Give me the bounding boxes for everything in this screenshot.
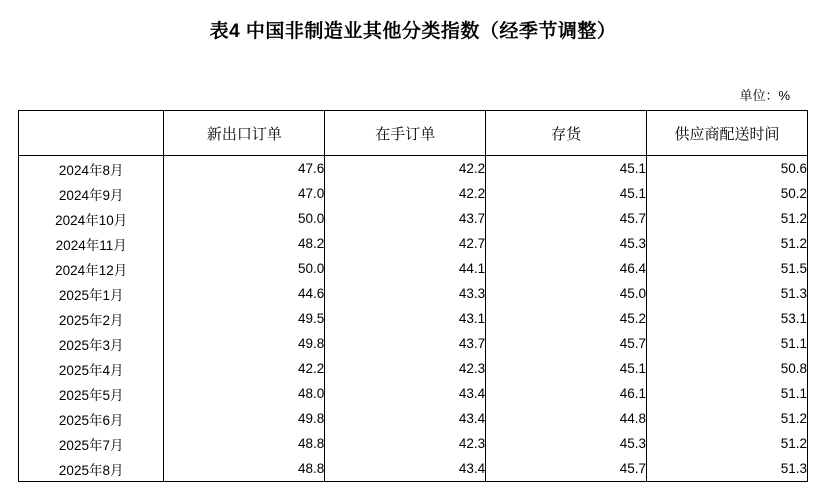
column-header-new-export-orders: 新出口订单 <box>164 111 325 156</box>
table-row <box>19 431 808 456</box>
cell-backlog-orders: 43.3 <box>325 281 486 306</box>
table-row <box>19 206 808 231</box>
cell-new-export-orders: 48.0 <box>164 381 325 406</box>
table-header-row <box>19 111 808 156</box>
cell-supplier-delivery-time: 50.6 <box>647 156 808 182</box>
cell-inventory: 45.0 <box>486 281 647 306</box>
cell-inventory: 46.4 <box>486 256 647 281</box>
cell-backlog-orders: 42.3 <box>325 356 486 381</box>
row-label: 2025年6月 <box>19 406 164 431</box>
cell-backlog-orders: 43.4 <box>325 456 486 482</box>
cell-backlog-orders: 43.1 <box>325 306 486 331</box>
cell-supplier-delivery-time: 51.5 <box>647 256 808 281</box>
column-header-inventory: 存货 <box>486 111 647 156</box>
table-row <box>19 331 808 356</box>
column-header-backlog-orders: 在手订单 <box>325 111 486 156</box>
cell-supplier-delivery-time: 51.1 <box>647 381 808 406</box>
row-label: 2025年7月 <box>19 431 164 456</box>
column-header-supplier-delivery-time: 供应商配送时间 <box>647 111 808 156</box>
cell-new-export-orders: 50.0 <box>164 256 325 281</box>
row-label: 2025年8月 <box>19 456 164 482</box>
cell-backlog-orders: 43.4 <box>325 406 486 431</box>
cell-supplier-delivery-time: 51.3 <box>647 281 808 306</box>
cell-new-export-orders: 48.2 <box>164 231 325 256</box>
cell-inventory: 45.7 <box>486 206 647 231</box>
cell-supplier-delivery-time: 53.1 <box>647 306 808 331</box>
cell-new-export-orders: 42.2 <box>164 356 325 381</box>
row-label: 2025年2月 <box>19 306 164 331</box>
cell-backlog-orders: 42.2 <box>325 156 486 182</box>
table-row <box>19 156 808 182</box>
cell-new-export-orders: 48.8 <box>164 431 325 456</box>
cell-inventory: 45.3 <box>486 431 647 456</box>
cell-supplier-delivery-time: 51.3 <box>647 456 808 482</box>
cell-supplier-delivery-time: 50.2 <box>647 181 808 206</box>
table-row <box>19 406 808 431</box>
table-row <box>19 281 808 306</box>
cell-supplier-delivery-time: 51.1 <box>647 331 808 356</box>
cell-backlog-orders: 42.2 <box>325 181 486 206</box>
cell-inventory: 45.1 <box>486 156 647 182</box>
cell-supplier-delivery-time: 51.2 <box>647 406 808 431</box>
cell-backlog-orders: 43.7 <box>325 206 486 231</box>
cell-backlog-orders: 42.3 <box>325 431 486 456</box>
table-body <box>19 156 808 482</box>
table-row <box>19 381 808 406</box>
non-manufacturing-sub-index-table <box>18 110 808 482</box>
row-label: 2025年5月 <box>19 381 164 406</box>
row-label: 2024年12月 <box>19 256 164 281</box>
cell-new-export-orders: 49.8 <box>164 331 325 356</box>
cell-new-export-orders: 49.8 <box>164 406 325 431</box>
row-label: 2025年3月 <box>19 331 164 356</box>
cell-inventory: 46.1 <box>486 381 647 406</box>
cell-inventory: 45.1 <box>486 181 647 206</box>
cell-inventory: 45.1 <box>486 356 647 381</box>
document-page <box>0 16 826 496</box>
table-row <box>19 181 808 206</box>
cell-new-export-orders: 47.0 <box>164 181 325 206</box>
cell-inventory: 45.2 <box>486 306 647 331</box>
row-label: 2024年8月 <box>19 156 164 182</box>
cell-inventory: 45.7 <box>486 456 647 482</box>
table-row <box>19 256 808 281</box>
row-label: 2024年10月 <box>19 206 164 231</box>
cell-backlog-orders: 44.1 <box>325 256 486 281</box>
row-label: 2025年1月 <box>19 281 164 306</box>
table-row <box>19 456 808 482</box>
cell-inventory: 45.7 <box>486 331 647 356</box>
cell-new-export-orders: 47.6 <box>164 156 325 182</box>
table-row <box>19 306 808 331</box>
table-row <box>19 356 808 381</box>
row-label: 2024年11月 <box>19 231 164 256</box>
table-row <box>19 231 808 256</box>
row-label: 2024年9月 <box>19 181 164 206</box>
cell-new-export-orders: 44.6 <box>164 281 325 306</box>
cell-new-export-orders: 49.5 <box>164 306 325 331</box>
cell-supplier-delivery-time: 51.2 <box>647 231 808 256</box>
cell-inventory: 45.3 <box>486 231 647 256</box>
page-title: 表4 中国非制造业其他分类指数（经季节调整） <box>209 21 617 42</box>
cell-new-export-orders: 48.8 <box>164 456 325 482</box>
unit-note: 单位：% <box>739 88 790 103</box>
cell-backlog-orders: 42.7 <box>325 231 486 256</box>
cell-supplier-delivery-time: 51.2 <box>647 206 808 231</box>
cell-backlog-orders: 43.7 <box>325 331 486 356</box>
column-header-month <box>19 111 164 156</box>
row-label: 2025年4月 <box>19 356 164 381</box>
cell-backlog-orders: 43.4 <box>325 381 486 406</box>
cell-inventory: 44.8 <box>486 406 647 431</box>
cell-supplier-delivery-time: 51.2 <box>647 431 808 456</box>
cell-new-export-orders: 50.0 <box>164 206 325 231</box>
cell-supplier-delivery-time: 50.8 <box>647 356 808 381</box>
